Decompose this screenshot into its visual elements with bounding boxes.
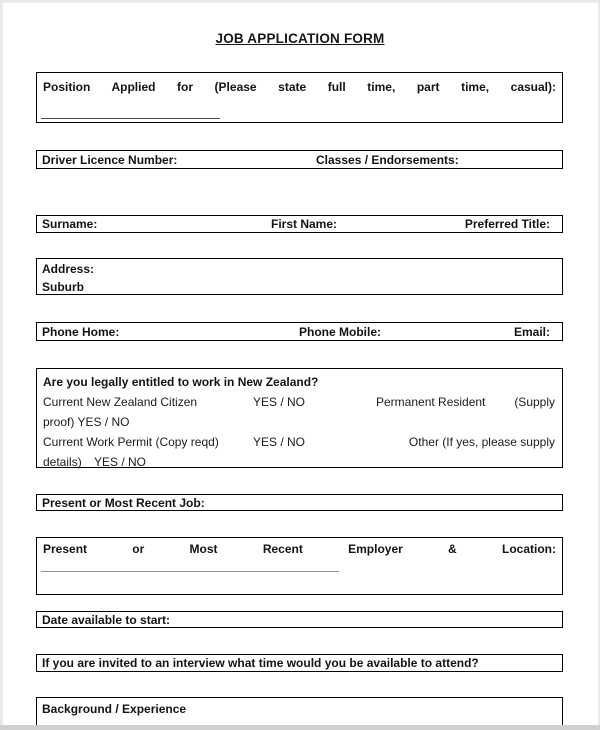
address-label: Address: (42, 262, 95, 276)
interview-box (36, 654, 563, 672)
employer-location-label: Present or Most Recent Employer & Location: (43, 542, 556, 556)
phone-box (36, 322, 563, 341)
work-eligibility-line-citizen (43, 392, 555, 412)
work-eligibility-heading: Are you legally entitled to work in New Zealand? (43, 375, 319, 389)
work-eligibility-line-permit (43, 432, 555, 452)
position-fill-in-line (41, 118, 220, 119)
phone-mobile-label: Phone Mobile: (299, 324, 381, 339)
name-box (36, 215, 563, 233)
citizen-label: Current New Zealand Citizen (43, 395, 198, 409)
details-fragment: details) (43, 455, 82, 469)
email-label: Email: (513, 324, 550, 339)
permit-yes-no: YES / NO (253, 435, 306, 449)
form-title: JOB APPLICATION FORM (215, 31, 385, 46)
work-permit-label: Current Work Permit (Copy reqd) (43, 435, 219, 449)
surname-label: Surname: (42, 217, 98, 231)
address-box (36, 258, 563, 295)
classes-endorsements-label: Classes / Endorsements: (316, 152, 459, 167)
recent-job-box (36, 494, 563, 511)
position-applied-box (36, 72, 563, 123)
driver-licence-box (36, 150, 563, 169)
permanent-resident-label: Permanent Resident (376, 395, 486, 409)
suburb-label: Suburb (42, 279, 84, 294)
position-applied-label: Position Applied for (Please state full time, part time, casual): (43, 80, 556, 94)
interview-label: If you are invited to an interview what time would you be available to attend? (42, 656, 479, 670)
employer-location-box (36, 537, 563, 595)
start-date-box (36, 611, 563, 628)
work-eligibility-line-details (43, 452, 555, 472)
phone-home-label: Phone Home: (42, 324, 120, 339)
work-eligibility-box (36, 368, 563, 468)
start-date-label: Date available to start: (42, 612, 171, 627)
recent-job-label: Present or Most Recent Job: (42, 495, 205, 510)
proof-yes-no: proof) YES / NO (43, 415, 130, 429)
page-bottom-edge (0, 725, 600, 730)
first-name-label: First Name: (271, 217, 338, 231)
background-experience-label: Background / Experience (42, 702, 187, 716)
driver-licence-number-label: Driver Licence Number: (42, 152, 178, 167)
work-eligibility-line-proof (43, 412, 555, 432)
other-fragment: Other (If yes, please supply (408, 435, 555, 449)
preferred-title-label: Preferred Title: (464, 217, 550, 231)
citizen-yes-no: YES / NO (253, 395, 306, 409)
details-yes-no: YES / NO (94, 455, 147, 469)
employer-fill-in-line (41, 571, 339, 572)
supply-fragment: (Supply (514, 395, 555, 409)
